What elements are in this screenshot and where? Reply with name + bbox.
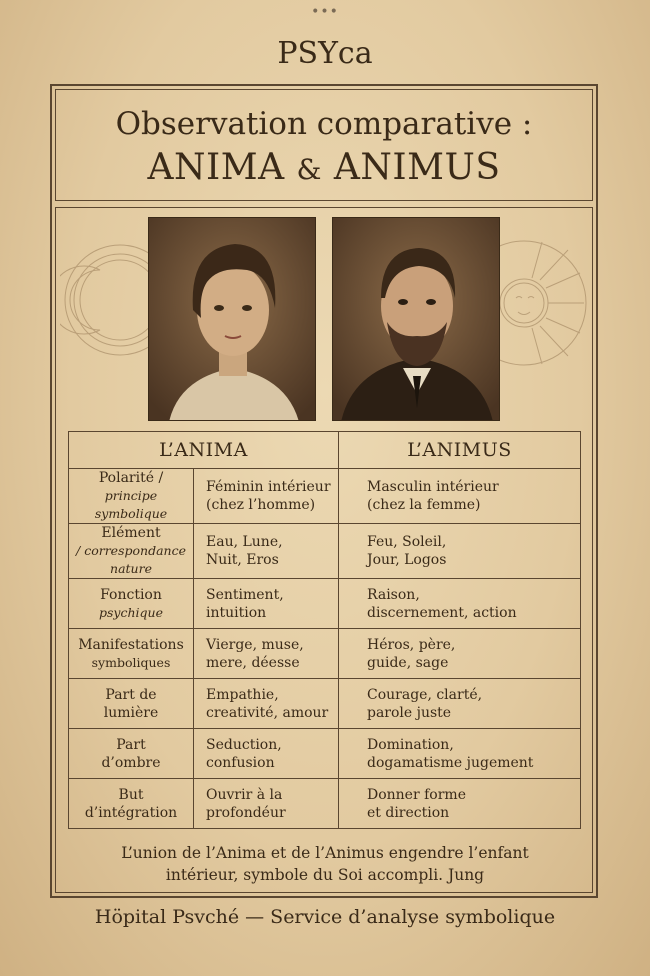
row-label: Elément / correspondance nature — [69, 524, 194, 579]
table-row — [69, 679, 581, 729]
table-row — [69, 469, 581, 524]
row-label: But d’intégration — [69, 779, 194, 829]
header-anima: L’ANIMA — [69, 432, 339, 469]
jung-quote: L’union de l’Anima et de l’Animus engendre l’enfant intérieur, symbole du Soi accompli. Jung — [121, 844, 529, 884]
anima-cell: Empathie, creativité, amour — [194, 679, 339, 729]
table-row — [69, 579, 581, 629]
table-row — [69, 779, 581, 829]
anima-cell: Ouvrir à la profondéur — [194, 779, 339, 829]
anima-cell: Sentiment, intuition — [194, 579, 339, 629]
woman-portrait — [148, 217, 316, 421]
title-line-2 — [56, 148, 592, 190]
animus-cell: Donner forme et direction — [339, 779, 581, 829]
menu-dots[interactable]: ••• — [311, 4, 339, 20]
title-animus: ANIMUS — [333, 147, 501, 188]
row-label: Part de lumière — [69, 679, 194, 729]
title-ampersand: & — [296, 153, 322, 186]
anima-cell: Eau, Lune, Nuit, Eros — [194, 524, 339, 579]
anima-cell: Seduction, confusion — [194, 729, 339, 779]
table-header-row — [69, 432, 581, 469]
comparison-table — [68, 431, 581, 829]
table-row — [69, 524, 581, 579]
man-portrait — [332, 217, 500, 421]
row-label: Fonction psychique — [69, 579, 194, 629]
row-label: Polarité / principe symbolique — [69, 469, 194, 524]
animus-cell: Domination, dogamatisme jugement — [339, 729, 581, 779]
row-label: Part d’ombre — [69, 729, 194, 779]
animus-cell: Courage, clarté, parole juste — [339, 679, 581, 729]
sun-engraving-icon — [494, 228, 590, 378]
animus-cell: Feu, Soleil, Jour, Logos — [339, 524, 581, 579]
anima-cell: Féminin intérieur (chez l’homme) — [194, 469, 339, 524]
row-label: Manifestations symboliques — [69, 629, 194, 679]
footer-caption: Höpital Psvché — Service d’analyse symbolique — [94, 906, 556, 928]
animus-cell: Raison, discernement, action — [339, 579, 581, 629]
animus-cell: Masculin intérieur (chez la femme) — [339, 469, 581, 524]
table-row — [69, 629, 581, 679]
moon-engraving-icon — [60, 230, 156, 370]
animus-cell: Héros, père, guide, sage — [339, 629, 581, 679]
table-row — [69, 729, 581, 779]
anima-cell: Vierge, muse, mere, déesse — [194, 629, 339, 679]
title-anima: ANIMA — [147, 147, 285, 188]
title-box — [55, 89, 593, 201]
title-line-1: Observation comparative : — [115, 106, 533, 142]
brand-title: PSYca — [277, 36, 373, 71]
header-animus: L’ANIMUS — [339, 432, 581, 469]
